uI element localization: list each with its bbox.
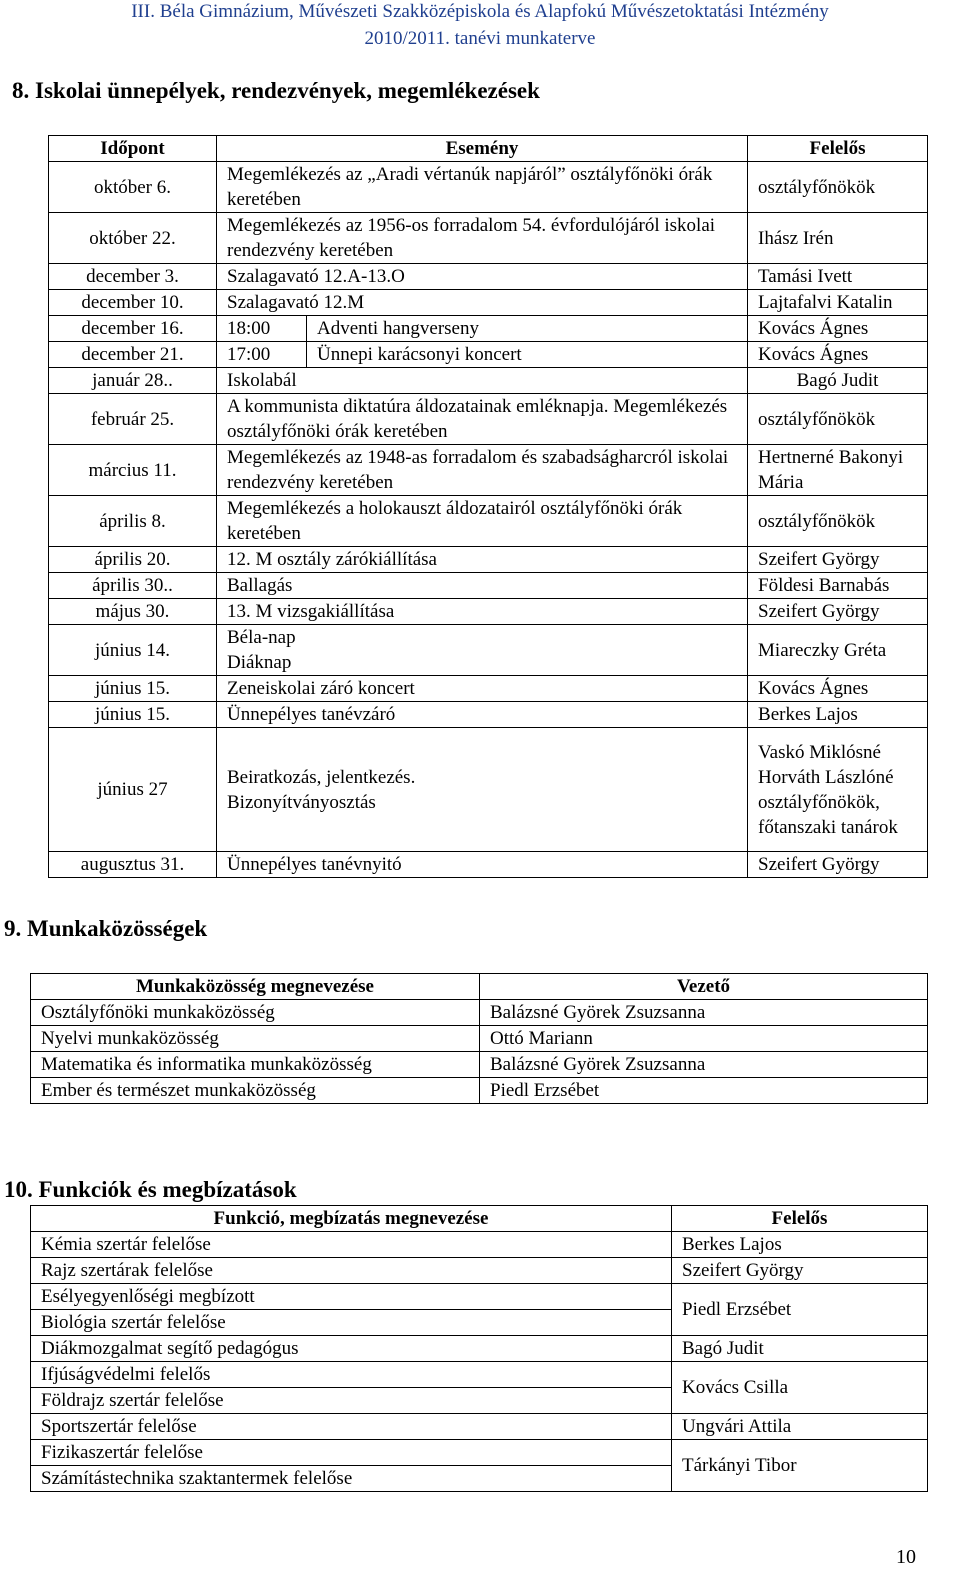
table-row [31, 1336, 928, 1362]
column-header-owner: Felelős [748, 136, 928, 162]
document-header-subtitle: 2010/2011. tanévi munkaterve [364, 28, 596, 49]
event-description [217, 728, 748, 852]
event-owner: Bagó Judit [748, 368, 928, 394]
event-date: május 30. [49, 599, 217, 625]
group-leader: Balázsné Györek Zsuzsanna [480, 1052, 928, 1078]
event-date: március 11. [49, 445, 217, 496]
table-row [49, 290, 928, 316]
event-description: Megemlékezés a holokauszt áldozatairól osztályfőnöki órák keretében [217, 496, 748, 547]
function-owner: Szeifert György [672, 1258, 928, 1284]
event-description: Adventi hangverseny [307, 316, 748, 342]
column-header-owner: Felelős [672, 1206, 928, 1232]
event-owner: Kovács Ágnes [748, 316, 928, 342]
event-description: Megemlékezés az 1948-as forradalom és szabadságharcról iskolai rendezvény keretében [217, 445, 748, 496]
event-owner: Berkes Lajos [748, 702, 928, 728]
column-header-leader: Vezető [480, 974, 928, 1000]
table-row [49, 625, 928, 676]
group-leader: Piedl Erzsébet [480, 1078, 928, 1104]
table-row [49, 702, 928, 728]
event-date: október 22. [49, 213, 217, 264]
event-description: Zeneiskolai záró koncert [217, 676, 748, 702]
owner-line: osztályfőnökök, [758, 791, 880, 813]
document-header-institution: III. Béla Gimnázium, Művészeti Szakközépiskola és Alapfokú Művészetoktatási Intézmény [131, 1, 829, 22]
page-number: 10 [896, 1546, 916, 1568]
group-name: Matematika és informatika munkaközösség [31, 1052, 480, 1078]
table-row [49, 213, 928, 264]
event-date: december 10. [49, 290, 217, 316]
event-description: Ballagás [217, 573, 748, 599]
event-description: Megemlékezés az „Aradi vértanúk napjáról” osztályfőnöki órák keretében [217, 162, 748, 213]
table-row [31, 1052, 928, 1078]
function-owner: Tárkányi Tibor [672, 1440, 928, 1492]
function-name: Fizikaszertár felelőse [31, 1440, 672, 1466]
table-row [49, 162, 928, 213]
event-owner: Szeifert György [748, 547, 928, 573]
table-row [49, 394, 928, 445]
group-leader: Balázsné Györek Zsuzsanna [480, 1000, 928, 1026]
event-date: április 8. [49, 496, 217, 547]
table-row [31, 1362, 928, 1388]
event-owner: osztályfőnökök [748, 496, 928, 547]
table-row [31, 1000, 928, 1026]
function-name: Diákmozgalmat segítő pedagógus [31, 1336, 672, 1362]
table-row [31, 1026, 928, 1052]
event-owner: osztályfőnökök [748, 394, 928, 445]
event-description: Szalagavató 12.M [217, 290, 748, 316]
function-name: Biológia szertár felelőse [31, 1310, 672, 1336]
event-description: Ünnepi karácsonyi koncert [307, 342, 748, 368]
column-header-date: Időpont [49, 136, 217, 162]
event-date: október 6. [49, 162, 217, 213]
event-description: A kommunista diktatúra áldozatainak emléknapja. Megemlékezés osztályfőnöki órák keretében [217, 394, 748, 445]
function-owner: Bagó Judit [672, 1336, 928, 1362]
event-date: június 14. [49, 625, 217, 676]
event-owner: Ihász Irén [748, 213, 928, 264]
event-date: augusztus 31. [49, 852, 217, 878]
function-owner: Ungvári Attila [672, 1414, 928, 1440]
event-description: Ünnepélyes tanévnyitó [217, 852, 748, 878]
event-owner: Tamási Ivett [748, 264, 928, 290]
section-9-title: 9. Munkaközösségek [4, 916, 208, 941]
event-description: 12. M osztály zárókiállítása [217, 547, 748, 573]
table-row [31, 1232, 928, 1258]
event-owner: Szeifert György [748, 599, 928, 625]
column-header-function: Funkció, megbízatás megnevezése [31, 1206, 672, 1232]
column-header-event: Esemény [217, 136, 748, 162]
function-name: Esélyegyenlőségi megbízott [31, 1284, 672, 1310]
table-row [49, 599, 928, 625]
event-description [217, 625, 748, 676]
event-line: Diáknap [227, 652, 292, 673]
column-header-group: Munkaközösség megnevezése [31, 974, 480, 1000]
table-row [49, 573, 928, 599]
event-owner: osztályfőnökök [748, 162, 928, 213]
table-row [49, 496, 928, 547]
table-row [49, 852, 928, 878]
event-date: december 3. [49, 264, 217, 290]
owner-line: Horváth Lászlóné [758, 766, 894, 788]
functions-table [30, 1205, 928, 1492]
events-table [48, 135, 928, 878]
event-owner: Szeifert György [748, 852, 928, 878]
event-description: Ünnepélyes tanévzáró [217, 702, 748, 728]
table-row [49, 547, 928, 573]
event-description: Megemlékezés az 1956-os forradalom 54. évfordulójáról iskolai rendezvény keretében [217, 213, 748, 264]
event-owner [748, 728, 928, 852]
table-row [31, 1414, 928, 1440]
event-date: április 20. [49, 547, 217, 573]
table-header-row [31, 1206, 928, 1232]
event-line: Bizonyítványosztás [227, 791, 376, 813]
event-date: június 27 [49, 728, 217, 852]
table-row [31, 1078, 928, 1104]
event-description: Szalagavató 12.A-13.O [217, 264, 748, 290]
event-time: 18:00 [217, 316, 307, 342]
event-date: június 15. [49, 702, 217, 728]
section-10-title: 10. Funkciók és megbízatások [4, 1177, 297, 1202]
event-date: április 30.. [49, 573, 217, 599]
event-description: Iskolabál [217, 368, 748, 394]
event-date: január 28.. [49, 368, 217, 394]
function-name: Ifjúságvédelmi felelős [31, 1362, 672, 1388]
event-line: Béla-nap [227, 627, 296, 648]
table-row [49, 676, 928, 702]
event-time: 17:00 [217, 342, 307, 368]
table-row [49, 342, 928, 368]
owner-line: főtanszaki tanárok [758, 816, 898, 838]
event-date: december 21. [49, 342, 217, 368]
table-header-row [49, 136, 928, 162]
function-name: Földrajz szertár felelőse [31, 1388, 672, 1414]
event-owner: Hertnerné Bakonyi Mária [748, 445, 928, 496]
section-8-title: 8. Iskolai ünnepélyek, rendezvények, megemlékezések [12, 78, 540, 103]
event-owner: Lajtafalvi Katalin [748, 290, 928, 316]
table-row [49, 368, 928, 394]
table-row [49, 316, 928, 342]
event-owner: Földesi Barnabás [748, 573, 928, 599]
group-leader: Ottó Mariann [480, 1026, 928, 1052]
table-row [31, 1440, 928, 1466]
owner-line: Vaskó Miklósné [758, 741, 881, 763]
table-row [49, 264, 928, 290]
table-row [49, 728, 928, 852]
function-owner: Kovács Csilla [672, 1362, 928, 1414]
work-groups-table [30, 973, 928, 1104]
group-name: Nyelvi munkaközösség [31, 1026, 480, 1052]
function-name: Rajz szertárak felelőse [31, 1258, 672, 1284]
event-date: június 15. [49, 676, 217, 702]
function-name: Sportszertár felelőse [31, 1414, 672, 1440]
table-row [31, 1258, 928, 1284]
function-name: Számítástechnika szaktantermek felelőse [31, 1466, 672, 1492]
table-row [31, 1284, 928, 1310]
event-date: február 25. [49, 394, 217, 445]
event-owner: Miareczky Gréta [748, 625, 928, 676]
group-name: Ember és természet munkaközösség [31, 1078, 480, 1104]
event-owner: Kovács Ágnes [748, 342, 928, 368]
function-name: Kémia szertár felelőse [31, 1232, 672, 1258]
event-owner: Kovács Ágnes [748, 676, 928, 702]
event-description: 13. M vizsgakiállítása [217, 599, 748, 625]
event-date: december 16. [49, 316, 217, 342]
table-row [49, 445, 928, 496]
event-line: Beiratkozás, jelentkezés. [227, 766, 416, 788]
table-header-row [31, 974, 928, 1000]
function-owner: Piedl Erzsébet [672, 1284, 928, 1336]
function-owner: Berkes Lajos [672, 1232, 928, 1258]
group-name: Osztályfőnöki munkaközösség [31, 1000, 480, 1026]
